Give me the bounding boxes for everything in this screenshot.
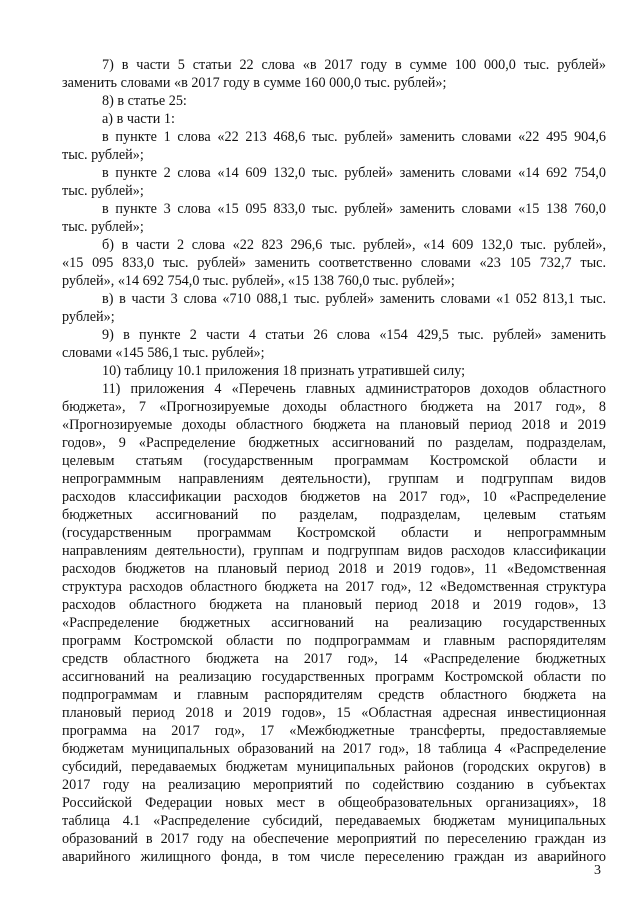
text-line: б) в части 2 слова «22 823 296,6 тыс. рублей», «14 609 132,0 тыс. рублей», [102, 237, 606, 253]
page-number: 3 [594, 863, 601, 878]
text-line: бюджетных ассигнований по разделам, подразделам, целевым статьям [62, 507, 606, 523]
text-line: в пункте 3 слова «15 095 833,0 тыс. рублей» заменить словами «15 138 760,0 [102, 201, 606, 217]
text-line: целевым статьям (государственным программам Костромской области и [62, 453, 606, 469]
text-line: расходов классификации расходов бюджетов на 2017 год», 10 «Распределение [62, 489, 606, 505]
text-line: 10) таблицу 10.1 приложения 18 признать утратившей силу; [102, 363, 466, 379]
text-line: аварийного жилищного фонда, в том числе переселению граждан из аварийного [62, 849, 606, 865]
text-line: рублей»; [62, 309, 115, 325]
text-line: «Прогнозируемые доходы областного бюджета на плановый период 2018 и 2019 [62, 417, 606, 433]
text-line: подпрограммам и главным распорядителям средств областного бюджета на [62, 687, 606, 703]
text-line: программ Костромской области по подпрограммам и главным распорядителям [62, 633, 606, 649]
text-line: 8) в статье 25: [102, 93, 187, 109]
text-line: в пункте 2 слова «14 609 132,0 тыс. рублей» заменить словами «14 692 754,0 [102, 165, 606, 181]
text-line: образований в 2017 году на обеспечение мероприятий по переселению граждан из [62, 831, 606, 847]
text-line: субсидий, передаваемых бюджетам муниципальных районов (городских округов) в [62, 759, 606, 775]
text-line: тыс. рублей»; [62, 183, 144, 199]
text-line: таблица 4.1 «Распределение субсидий, передаваемых бюджетам муниципальных [62, 813, 606, 829]
text-line: программа на 2017 год», 17 «Межбюджетные трансферты, предоставляемые [62, 723, 606, 739]
text-line: расходов областного бюджета на плановый период 2018 и 2019 годов», 13 [62, 597, 606, 613]
text-line: непрограммным направлениям деятельности), группам и подгруппам видов [62, 471, 606, 487]
text-line: рублей», «14 692 754,0 тыс. рублей», «15 138 760,0 тыс. рублей»; [62, 273, 455, 289]
text-line: тыс. рублей»; [62, 147, 144, 163]
text-line: ассигнований на реализацию государственных программ Костромской области по [62, 669, 606, 685]
text-line: «Распределение бюджетных ассигнований на реализацию государственных [62, 615, 606, 631]
text-line: в) в части 3 слова «710 088,1 тыс. рублей» заменить словами «1 052 813,1 тыс. [102, 291, 606, 307]
text-line: 2017 году на реализацию мероприятий по содействию созданию в субъектах [62, 777, 606, 793]
text-line: 7) в части 5 статьи 22 слова «в 2017 году в сумме 100 000,0 тыс. рублей» [102, 57, 606, 73]
text-line: 11) приложения 4 «Перечень главных администраторов доходов областного [102, 381, 606, 397]
text-line: тыс. рублей»; [62, 219, 144, 235]
text-line: словами «145 586,1 тыс. рублей»; [62, 345, 265, 361]
text-line: а) в части 1: [102, 111, 175, 127]
text-line: плановый период 2018 и 2019 годов», 15 «Областная адресная инвестиционная [62, 705, 606, 721]
text-line: направлениям деятельности), группам и подгруппам видов расходов классификации [62, 543, 606, 559]
text-line: 9) в пункте 2 части 4 статьи 26 слова «154 429,5 тыс. рублей» заменить [102, 327, 606, 343]
text-line: бюджета», 7 «Прогнозируемые доходы областного бюджета на 2017 год», 8 [62, 399, 606, 415]
text-line: «15 095 833,0 тыс. рублей» заменить соответственно словами «23 105 732,7 тыс. [62, 255, 606, 271]
text-line: (государственным программам Костромской области и непрограммным [62, 525, 606, 541]
text-line: Российской Федерации новых мест в общеобразовательных организациях», 18 [62, 795, 606, 811]
text-line: заменить словами «в 2017 году в сумме 160 000,0 тыс. рублей»; [62, 75, 447, 91]
text-line: бюджетам муниципальных образований на 2017 год», 18 таблица 4 «Распределение [62, 741, 606, 757]
text-line: годов», 9 «Распределение бюджетных ассигнований по разделам, подразделам, [62, 435, 606, 451]
text-line: средств областного бюджета на 2017 год», 14 «Распределение бюджетных [62, 651, 606, 667]
text-line: расходов бюджетов на плановый период 2018 и 2019 годов», 11 «Ведомственная [62, 561, 606, 577]
text-line: структура расходов областного бюджета на 2017 год», 12 «Ведомственная структура [62, 579, 606, 595]
text-line: в пункте 1 слова «22 213 468,6 тыс. рублей» заменить словами «22 495 904,6 [102, 129, 606, 145]
